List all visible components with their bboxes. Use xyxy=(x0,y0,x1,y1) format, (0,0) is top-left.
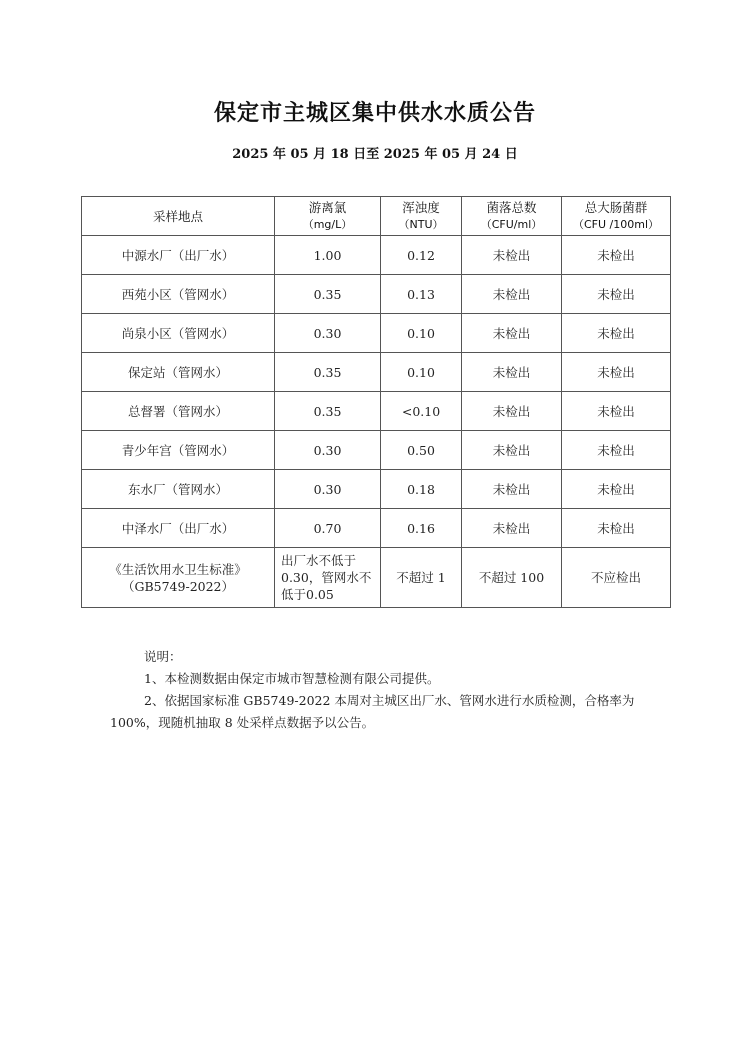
cell-turbidity: 0.16 xyxy=(381,509,462,548)
cell-chlorine: 1.00 xyxy=(275,236,381,275)
table-header-row xyxy=(82,197,671,236)
header-label: 菌落总数 xyxy=(486,200,537,215)
header-label: 游离氯 xyxy=(308,200,347,215)
cell-site: 保定站（管网水） xyxy=(82,353,275,392)
cell-standard-turbidity: 不超过 1 xyxy=(381,548,462,608)
cell-coliform: 未检出 xyxy=(562,392,671,431)
cell-coliform: 未检出 xyxy=(562,470,671,509)
note-item: 2、依据国家标准 GB5749-2022 本周对主城区出厂水、管网水进行水质检测，合格率为 100%，现随机抽取 8 处采样点数据予以公告。 xyxy=(110,693,635,730)
cell-standard-coliform: 不应检出 xyxy=(562,548,671,608)
table-row xyxy=(82,431,671,470)
cell-coliform: 未检出 xyxy=(562,314,671,353)
table-row xyxy=(82,509,671,548)
cell-colony: 未检出 xyxy=(462,392,562,431)
cell-chlorine: 0.30 xyxy=(275,470,381,509)
cell-turbidity: 0.10 xyxy=(381,353,462,392)
cell-chlorine: 0.70 xyxy=(275,509,381,548)
header-total-coliform xyxy=(562,197,671,236)
cell-site: 东水厂（管网水） xyxy=(82,470,275,509)
cell-colony: 未检出 xyxy=(462,236,562,275)
cell-turbidity: <0.10 xyxy=(381,392,462,431)
cell-chlorine: 0.35 xyxy=(275,275,381,314)
notes-heading: 说明： xyxy=(144,649,182,664)
table-row xyxy=(82,236,671,275)
cell-standard-name xyxy=(82,548,275,608)
standard-row xyxy=(82,548,671,608)
note-item: 1、本检测数据由保定市城市智慧检测有限公司提供。 xyxy=(144,671,440,686)
cell-turbidity: 0.10 xyxy=(381,314,462,353)
cell-turbidity: 0.50 xyxy=(381,431,462,470)
cell-colony: 未检出 xyxy=(462,470,562,509)
standard-code-line: （GB5749-2022） xyxy=(121,578,235,594)
header-free-chlorine xyxy=(275,197,381,236)
cell-site: 中泽水厂（出厂水） xyxy=(82,509,275,548)
notes-section xyxy=(110,646,650,734)
cell-site: 中源水厂（出厂水） xyxy=(82,236,275,275)
table-row xyxy=(82,353,671,392)
cell-colony: 未检出 xyxy=(462,431,562,470)
header-label: 浑浊度 xyxy=(402,200,440,215)
header-sampling-site xyxy=(82,197,275,236)
header-unit: （mg/L） xyxy=(302,218,353,231)
header-unit: （CFU/ml） xyxy=(480,218,543,231)
header-unit: （CFU /100ml） xyxy=(572,218,660,231)
standard-name-line: 《生活饮用水卫生标准》 xyxy=(109,561,247,577)
date-range: 2025 年 05 月 18 日至 2025 年 05 月 24 日 xyxy=(232,147,518,162)
cell-colony: 未检出 xyxy=(462,275,562,314)
header-unit: （NTU） xyxy=(398,218,444,231)
cell-coliform: 未检出 xyxy=(562,509,671,548)
table-row xyxy=(82,470,671,509)
cell-site: 青少年宫（管网水） xyxy=(82,431,275,470)
cell-site: 西苑小区（管网水） xyxy=(82,275,275,314)
cell-coliform: 未检出 xyxy=(562,275,671,314)
cell-chlorine: 0.35 xyxy=(275,353,381,392)
header-colony-count xyxy=(462,197,562,236)
table-row xyxy=(82,392,671,431)
cell-colony: 未检出 xyxy=(462,509,562,548)
cell-chlorine: 0.30 xyxy=(275,431,381,470)
cell-turbidity: 0.13 xyxy=(381,275,462,314)
cell-turbidity: 0.18 xyxy=(381,470,462,509)
table-row xyxy=(82,314,671,353)
cell-standard-colony: 不超过 100 xyxy=(462,548,562,608)
cell-coliform: 未检出 xyxy=(562,236,671,275)
water-quality-table xyxy=(81,196,671,608)
header-turbidity xyxy=(381,197,462,236)
cell-colony: 未检出 xyxy=(462,314,562,353)
table-row xyxy=(82,275,671,314)
cell-chlorine: 0.30 xyxy=(275,314,381,353)
header-label: 采样地点 xyxy=(152,208,203,224)
cell-turbidity: 0.12 xyxy=(381,236,462,275)
cell-colony: 未检出 xyxy=(462,353,562,392)
cell-coliform: 未检出 xyxy=(562,431,671,470)
cell-chlorine: 0.35 xyxy=(275,392,381,431)
cell-coliform: 未检出 xyxy=(562,353,671,392)
cell-standard-chlorine: 出厂水不低于0.30，管网水不低于0.05 xyxy=(275,548,381,608)
cell-site: 尚泉小区（管网水） xyxy=(82,314,275,353)
page-title: 保定市主城区集中供水水质公告 xyxy=(213,100,536,126)
header-label: 总大肠菌群 xyxy=(584,200,648,215)
cell-site: 总督署（管网水） xyxy=(82,392,275,431)
